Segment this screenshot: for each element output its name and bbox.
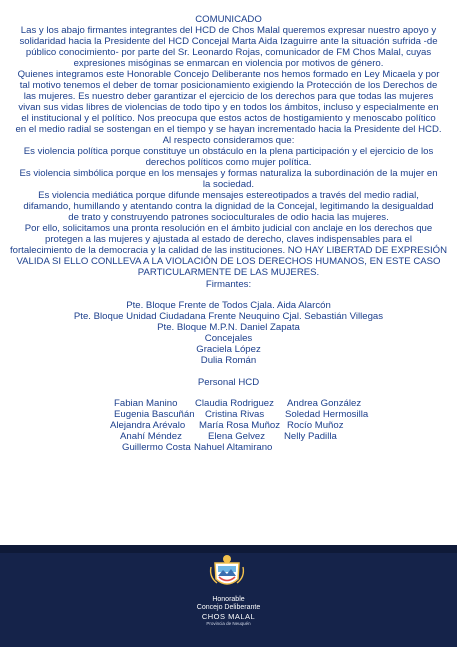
footer-line: Honorable [212,596,245,603]
council-crest-icon [207,553,247,593]
paragraph-line: Las y los abajo firmantes integrantes del HCD de Chos Malal queremos expresar nuestro apoyo y [20,25,437,36]
staff-name: Rocío Muñoz [287,420,344,431]
paragraph-line: Es violencia política porque constituye un obstáculo en la plena participación y el ejercicio de los [23,146,434,157]
staff-name: Eugenia Bascuñán [114,409,195,420]
signatory: Pte. Bloque M.P.N. Daniel Zapata [157,322,300,333]
staff-name: Alejandra Arévalo [110,420,186,431]
staff-name: Guillermo Costa [122,442,191,453]
paragraph-line: Por ello, solicitamos una pronta resolución en el ámbito judicial con anclaje en los derechos que [24,223,433,234]
paragraph-line: Quienes integramos este Honorable Concejo Deliberante nos hemos formado en Ley Micaela y por [17,69,440,80]
document-title: COMUNICADO [195,14,262,25]
paragraph-line: solidaridad hacia la Presidente del HCD Concejal Marta Aida Izaguirre ante la situación sufrida -de [19,36,438,47]
footer-top-band [0,545,457,553]
paragraph-line: difamando, humillando y atentando contra la dignidad de la Concejal, legitimando la desigualdad [23,201,434,212]
footer-line: Provincia de Neuquén [206,621,251,626]
signatory: Dulia Román [200,355,257,366]
signatory: Pte. Bloque Unidad Ciudadana Frente Neuquino Cjal. Sebastián Villegas [73,311,384,322]
staff-name: Fabian Manino [114,398,178,409]
paragraph-line: expresiones misóginas se enmarcan en violencia por motivos de género. [73,58,384,69]
staff-name: Nelly Padilla [284,431,337,442]
paragraph-line: tal motivo tenemos el deber de tomar posicionamiento exigiendo la Protección de los Derechos de [19,80,438,91]
paragraph-line: el institucional y el político. Nos preocupa que estos actos de hostigamiento y menoscabo político [21,113,436,124]
staff-name: Claudia Rodriguez [195,398,274,409]
staff-name: María Rosa Muñoz [199,420,281,431]
staff-name: Anahí Méndez [120,431,182,442]
signatory: Pte. Bloque Frente de Todos Cjala. Aida Alarcón [126,300,331,311]
paragraph-line: Es violencia simbólica porque en los mensajes y formas naturaliza la subordinación de la mujer en [19,168,438,179]
paragraph-line: en el medio radial se sostengan en el tiempo y se hayan incrementado hacia la Presidente del HCD. [15,124,442,135]
paragraph-line: la sociedad. [202,179,255,190]
paragraph-line: las mujeres. Es nuestro deber garantizar el ejercicio de los derechos para que todas las mujeres [23,91,434,102]
paragraph-line: Es violencia mediática porque difunde mensajes estereotipados a través del medio radial, [38,190,419,201]
staff-name: Andrea González [287,398,362,409]
staff-name: Elena Gelvez [208,431,266,442]
paragraph-line: protegen a las mujeres y ajustada al estado de derecho, claves indispensables para el [45,234,412,245]
footer-line: CHOS MALAL [201,612,256,621]
paragraph-line: público conocimiento- por parte del Sr. Leonardo Rojas, comunicador de FM Chos Malal, cuyas [25,47,432,58]
paragraph-line: fortalecimiento de la democracia y la calidad de las instituciones. NO HAY LIBERTAD DE EXPRESIÓN [9,245,448,256]
footer-line: Concejo Deliberante [196,604,261,611]
signatories-heading: Firmantes: [205,279,252,290]
signatory: Graciela López [196,344,261,355]
staff-heading: Personal HCD [197,377,260,388]
staff-name: Cristina Rivas [205,409,265,420]
paragraph-line: derechos políticos como mujer política. [145,157,312,168]
paragraph-line: PARTICULARMENTE DE LAS MUJERES. [137,267,320,278]
signatory-group-label: Concejales [204,333,253,344]
staff-name: Nahuel Altamirano [194,442,273,453]
paragraph-line: de trato y construyendo patrones socioculturales de odio hacia las mujeres. [68,212,389,223]
staff-name: Soledad Hermosilla [285,409,369,420]
paragraph-line: vivan sus vidas libres de violencias de todo tipo y en todos los ámbitos, incluso y especialmente en [18,102,439,113]
paragraph-line: Al respecto consideramos que: [162,135,295,146]
paragraph-line: VALIDA SI ELLO CONLLEVA A LA VIOLACIÓN DE LOS DERECHOS HUMANOS, EN ESTE CASO [16,256,441,267]
